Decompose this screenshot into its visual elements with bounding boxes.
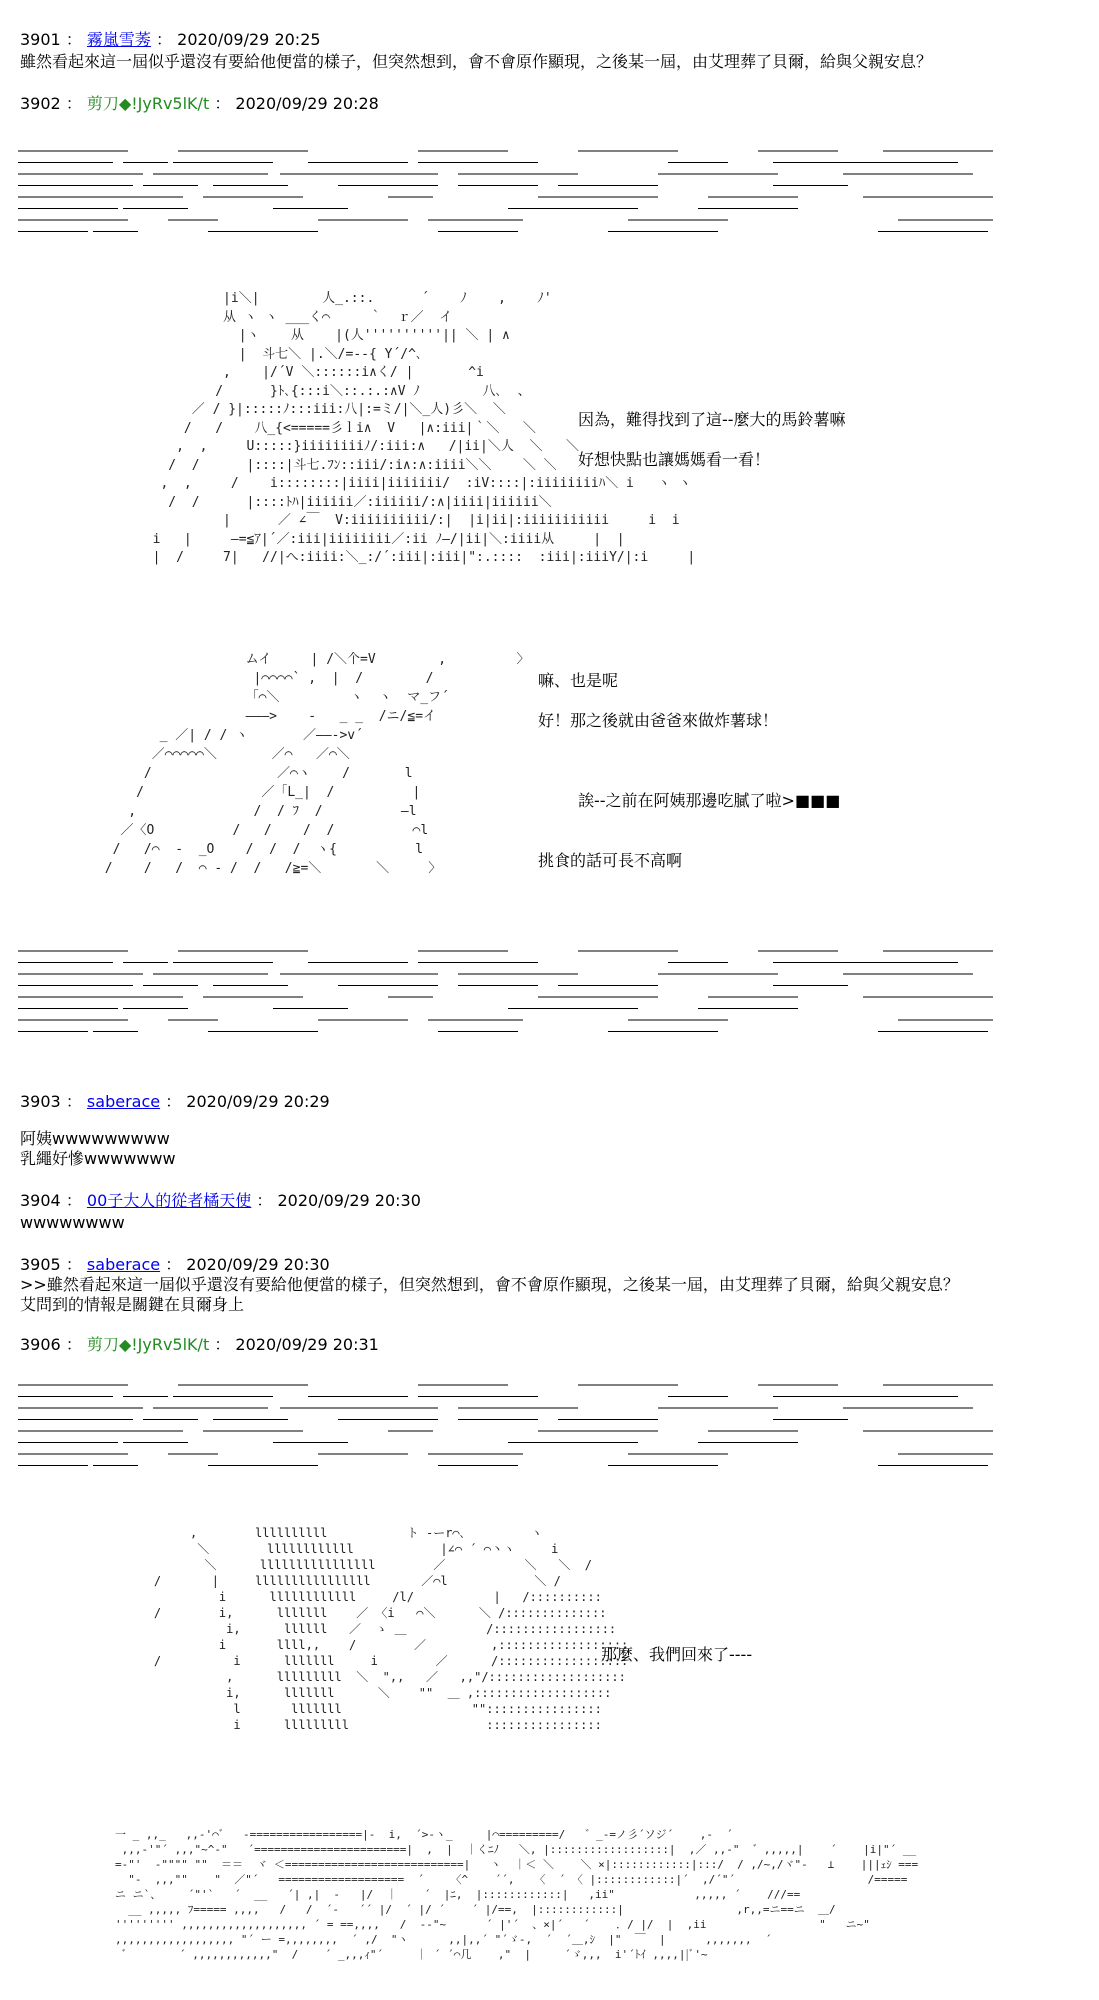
post-number: 3905	[20, 1255, 61, 1274]
post-number: 3906	[20, 1335, 61, 1354]
poster-name-link[interactable]: saberace	[86, 1255, 161, 1274]
post-separator: ：	[214, 94, 231, 113]
post-separator: ：	[65, 94, 82, 113]
poster-name: 剪刀	[86, 94, 119, 113]
post-body-line: wwwwwwww	[20, 1213, 125, 1232]
poster-name-link[interactable]: 霧嵐雪莠	[86, 30, 151, 49]
ascii-art-scene-3: , llllllllll ト -ーr⌒､ ヽ ＼ llllllllllll |∠⌒ ´ ⌒丶ヽ i ＼ llllllllllllllll ／ ＼ ＼ / / | llllllllllllllll ／⌒l ＼ / i llllllllllll /l/ | /:::::::::: / i, lllllll ／ 〈i ⌒＼ ＼ /:::::::::::::: i, llllll ／ ゝ ＿ /::::::::::::::::: i llll,, / ／ ,:::::::::::::::::: / i lllllll i ／ /:::::::::::::::::: , lllllllll ＼ ",, ／ ,,"/::::::::::::::::::: i, lllllll ＼ "" ＿ ,::::::::::::::::::: l lllllll "":::::::::::::::: i lllllllll ::::::::::::::::	[153, 1526, 629, 1732]
post-number: 3901	[20, 30, 61, 49]
ascii-art-scene-1: |i＼| 人_.::. ´ ﾉ , ﾉ' 从 ヽ ヽ ___く⌒ ｀ ｒ／ イ |ヽ 从 |(人''''''''''|| ＼ | ∧ | 斗七＼ |.＼/=--{ Y´/^､ , |/´V ＼::::::i∧く/ | ^i / }ﾄ､{:::i＼::.:.:∧V ﾉ 八､ 、 ／ / }|:::::ﾉ:::iii:八|:=ミ/|＼_人)彡＼ ＼ / / 八_{<=====彡ｌi∧ V |∧:iii|｀＼ ＼ , , U:::::}iiiiiiiiﾉ/:iii:∧ /|ii|＼人 ＼ ＼ / / |::::|斗七.ﾌﾝ::iii/:i∧:∧:iiii＼＼ ＼ ＼ , , / i::::::::|iiii|iiiiiii/ :iV::::|:iiiiiiiiﾊ＼ i ヽ ヽ / / |::::ﾄﾊ|iiiiii／:iiiiii/:∧|iiii|iiiiii＼ | ／ ∠￣ V:iiiiiiiiii/:| |i|ii|:iiiiiiiiiii i i i | —=≦ｱ|´／:iii|iiiiiiii／:ii ﾉ—/|ii|＼:iiii从 | | | / 7| //|へ:iiii:＼_:/´:iii|:iii|":.:::: :iii|:iiiY/|:i |	[152, 291, 696, 565]
post-separator: ：	[165, 1255, 182, 1274]
post-header	[20, 1255, 330, 1275]
post-date: 2020/09/29 20:30	[277, 1191, 421, 1210]
post-number: 3904	[20, 1191, 61, 1210]
caption: 嘛、也是呢	[538, 671, 619, 690]
post-date: 2020/09/29 20:31	[235, 1335, 379, 1354]
post-body-line: 乳繩好慘wwwwwww	[20, 1149, 176, 1168]
post-date: 2020/09/29 20:28	[235, 94, 379, 113]
post-header	[20, 30, 321, 50]
post-number: 3903	[20, 1092, 61, 1111]
poster-name-link[interactable]: saberace	[86, 1092, 161, 1111]
poster-name: 剪刀	[86, 1335, 119, 1354]
post-body-line: 雖然看起來這一屆似乎還沒有要給他便當的樣子，但突然想到，會不會原作顯現，之後某一屆，由艾理葬了貝爾，給與父親安息？	[20, 52, 933, 71]
caption: 好！那之後就由爸爸來做炸薯球！	[538, 711, 779, 730]
post-header	[20, 1191, 421, 1211]
post-separator: ：	[65, 1191, 82, 1210]
post-header	[20, 1092, 330, 1112]
post-separator: ：	[256, 1191, 273, 1210]
ascii-art-scene-4: 一 _ ,,_ ,,-'⌒゛ ‐=================|‐ i, ´>‐ヽ_ |⌒=========/ ゛_‐=ノ彡´ソジ´ ,- ´ ,,,-'"´ ,,,"~^‐" ´=======================| , | ｜くﾆﾉ ＼, |::::::::::::::::::| ,／ ,,-" ゛,,,,,| ´ |i|"´ __ =-"' -"""" "" ＝＝ ヾ ＜===========================| ヽ ｜＜ ＼ ＼ ×|::::::::::::|:::/ / ,/~,/ヾ"‐ ⊥ |||ｪｼ === "‐ ,,,"" " ／"´ =================== ´ 〈^ ´´, 〈 ´ 〈 |::::::::::::|´ ,/´"´ /===== ニ ニ`、 ´"'` ´ __ ´| ,| ‐ |/ ｜ ´ |ﾆ, |::::::::::::| ,ii" ,,,,, ´ ///== __ ,,,,, ﾌ===== ,,,, / / ´‐ ´´ |/ ´ |/ ´ ´ |/==, |::::::::::::| ,r,,=ニ==ニ ＿/ ''''''''' ,,,,,,,,,,,,,,,,,,, ´ = ==,,,, / -‐"~ ´ |'´ 、×|´ ´ ．/ |/ | ,ii " ニ~" ,,,,,,,,,,,,,,,,,, "´ ー =,,,,,,,, ´ ,/ "ヽ ,,|,,´ "´ゞ‐, ´ ´＿,ｼ |" ￣ | ,,,,,,, ´ ゛ ´ ,,,,,,,,,,,," / ´ _,,,ｨ"´ ｜ ´ ´⌒几 ," | ´ゞ,,, i'´ﾄｲ ,,,,||ﾞ'~	[115, 1828, 919, 1961]
post-date: 2020/09/29 20:29	[186, 1092, 330, 1111]
post-body-line: 阿姨wwwwwwwww	[20, 1129, 170, 1148]
scene-border-lines	[18, 1382, 998, 1472]
scene-border-lines	[18, 948, 998, 1038]
poster-trip: ◆!JyRv5lK/t	[118, 1335, 210, 1354]
post-body-line: 艾問到的情報是關鍵在貝爾身上	[20, 1295, 245, 1314]
ascii-art-scene-2: ムイ | /＼个=V , 〉 |⌒⌒⌒⌒` , | / / 「⌒＼ ヽ ヽ マ_フ´ ———> - _ _ /ニ/≦=イ _ ／| / / ヽ ／——‐>v´ ／⌒⌒⌒⌒⌒＼ ／⌒ ／⌒＼ / ／⌒ヽ / l / ／「L_| / | , / / ﾌ / —l ／〈O / / / / ⌒l / /⌒ - _O / / / ヽ{ l / / / ⌒ - / / /≧=＼ ＼ 〉	[104, 652, 530, 876]
caption: 那麼、我們回來了----	[601, 1645, 753, 1664]
scene-border-lines	[18, 148, 998, 238]
post-separator: ：	[156, 30, 173, 49]
post-header	[20, 94, 379, 114]
post-body-line: >>雖然看起來這一屆似乎還沒有要給他便當的樣子，但突然想到，會不會原作顯現，之後某一屆，由艾理葬了貝爾，給與父親安息？	[20, 1275, 959, 1294]
post-header	[20, 1335, 379, 1355]
post-separator: ：	[65, 1335, 82, 1354]
poster-trip: ◆!JyRv5lK/t	[118, 94, 210, 113]
post-date: 2020/09/29 20:25	[177, 30, 321, 49]
post-separator: ：	[214, 1335, 231, 1354]
caption: 挑食的話可長不高啊	[538, 851, 683, 870]
post-separator: ：	[65, 30, 82, 49]
post-separator: ：	[65, 1255, 82, 1274]
post-separator: ：	[65, 1092, 82, 1111]
poster-name-link[interactable]: 00子大人的從者橘天使	[86, 1191, 252, 1210]
post-separator: ：	[165, 1092, 182, 1111]
post-date: 2020/09/29 20:30	[186, 1255, 330, 1274]
caption: 好想快點也讓媽媽看一看！	[578, 450, 771, 469]
caption: 誒--之前在阿姨那邊吃膩了啦>■■■	[578, 791, 841, 810]
caption: 因為，難得找到了這--麼大的馬鈴薯嘛	[578, 410, 846, 429]
post-number: 3902	[20, 94, 61, 113]
